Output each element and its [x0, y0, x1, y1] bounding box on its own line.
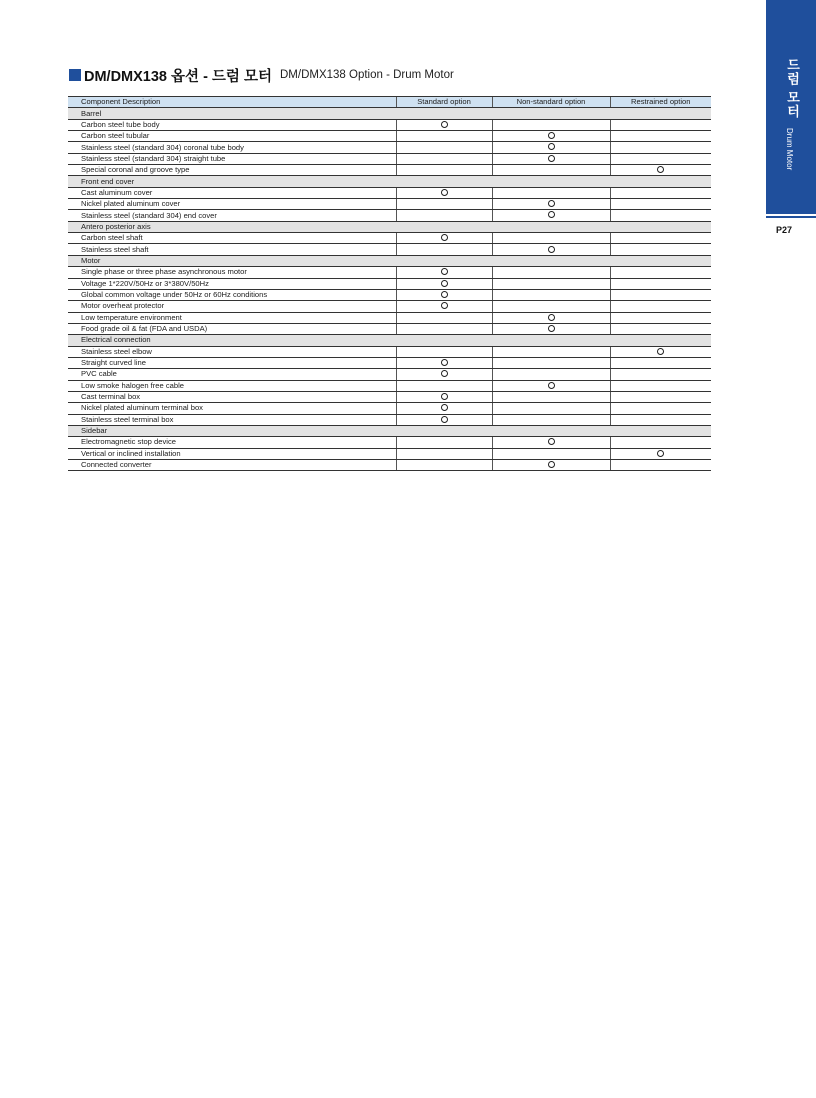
table-row	[68, 153, 711, 164]
option-circle-icon	[548, 246, 555, 253]
option-cell	[396, 210, 492, 221]
option-cell	[492, 414, 610, 425]
option-circle-icon	[548, 132, 555, 139]
column-header: Standard option	[396, 97, 492, 108]
option-cell	[610, 199, 711, 210]
component-description: Carbon steel shaft	[68, 233, 396, 244]
option-cell	[492, 289, 610, 300]
option-cell	[610, 391, 711, 402]
option-circle-icon	[548, 211, 555, 218]
group-row	[68, 425, 711, 436]
option-cell	[396, 448, 492, 459]
table-row	[68, 403, 711, 414]
option-cell	[396, 391, 492, 402]
option-cell	[396, 131, 492, 142]
component-description: Food grade oil & fat (FDA and USDA)	[68, 323, 396, 334]
option-cell	[610, 267, 711, 278]
component-description: Global common voltage under 50Hz or 60Hz conditions	[68, 289, 396, 300]
group-row	[68, 221, 711, 232]
option-cell	[610, 312, 711, 323]
option-circle-icon	[657, 348, 664, 355]
table-row	[68, 142, 711, 153]
option-cell	[396, 369, 492, 380]
column-header: Non-standard option	[492, 97, 610, 108]
table-row	[68, 357, 711, 368]
table-row	[68, 119, 711, 130]
option-circle-icon	[548, 200, 555, 207]
table-row	[68, 312, 711, 323]
table-row	[68, 323, 711, 334]
option-cell	[492, 369, 610, 380]
option-cell	[396, 460, 492, 471]
table-row	[68, 289, 711, 300]
option-circle-icon	[548, 382, 555, 389]
option-circle-icon	[441, 291, 448, 298]
option-cell	[610, 357, 711, 368]
option-circle-icon	[548, 143, 555, 150]
option-cell	[396, 437, 492, 448]
table-row	[68, 267, 711, 278]
table-row	[68, 369, 711, 380]
component-description: Stainless steel terminal box	[68, 414, 396, 425]
option-cell	[492, 323, 610, 334]
option-cell	[492, 346, 610, 357]
option-cell	[492, 267, 610, 278]
option-cell	[492, 210, 610, 221]
component-description: Straight curved line	[68, 357, 396, 368]
table-row	[68, 391, 711, 402]
option-cell	[492, 357, 610, 368]
option-cell	[492, 312, 610, 323]
option-cell	[396, 312, 492, 323]
component-description: Stainless steel elbow	[68, 346, 396, 357]
component-description: Low smoke halogen free cable	[68, 380, 396, 391]
side-tab-english-label: Drum Motor	[785, 128, 794, 171]
option-circle-icon	[548, 438, 555, 445]
component-description: Cast terminal box	[68, 391, 396, 402]
group-label: Front end cover	[68, 176, 711, 187]
component-description: Low temperature environment	[68, 312, 396, 323]
component-description: Carbon steel tube body	[68, 119, 396, 130]
option-cell	[610, 142, 711, 153]
option-cell	[610, 460, 711, 471]
option-cell	[396, 323, 492, 334]
option-cell	[396, 289, 492, 300]
option-circle-icon	[441, 370, 448, 377]
option-cell	[492, 437, 610, 448]
table-row	[68, 301, 711, 312]
group-row	[68, 108, 711, 119]
component-description: Connected converter	[68, 460, 396, 471]
option-cell	[610, 233, 711, 244]
option-cell	[492, 301, 610, 312]
option-cell	[610, 119, 711, 130]
option-cell	[492, 153, 610, 164]
option-cell	[396, 278, 492, 289]
component-description: Special coronal and groove type	[68, 165, 396, 176]
component-description: Voltage 1*220V/50Hz or 3*380V/50Hz	[68, 278, 396, 289]
group-row	[68, 176, 711, 187]
option-cell	[492, 165, 610, 176]
option-cell	[610, 414, 711, 425]
option-cell	[610, 380, 711, 391]
group-label: Electrical connection	[68, 335, 711, 346]
option-cell	[492, 187, 610, 198]
option-cell	[492, 131, 610, 142]
side-tab	[766, 0, 816, 214]
component-description: Cast aluminum cover	[68, 187, 396, 198]
heading-title-korean: DM/DMX138 옵션 - 드럼 모터	[84, 68, 272, 85]
option-cell	[610, 244, 711, 255]
option-cell	[610, 323, 711, 334]
side-tab-korean-label: 드럼 모터	[785, 58, 800, 119]
table-row	[68, 210, 711, 221]
option-cell	[396, 414, 492, 425]
table-row	[68, 380, 711, 391]
option-cell	[396, 301, 492, 312]
heading-square-icon	[69, 69, 81, 81]
table-row	[68, 460, 711, 471]
option-cell	[396, 199, 492, 210]
option-cell	[492, 391, 610, 402]
option-circle-icon	[657, 450, 664, 457]
component-description: Vertical or inclined installation	[68, 448, 396, 459]
option-cell	[610, 437, 711, 448]
option-circle-icon	[441, 404, 448, 411]
page-number: P27	[776, 225, 793, 235]
option-cell	[396, 244, 492, 255]
option-cell	[610, 165, 711, 176]
component-description: Nickel plated aluminum cover	[68, 199, 396, 210]
option-cell	[610, 346, 711, 357]
column-header: Restrained option	[610, 97, 711, 108]
option-circle-icon	[441, 234, 448, 241]
option-cell	[492, 233, 610, 244]
option-cell	[492, 460, 610, 471]
option-circle-icon	[548, 325, 555, 332]
component-description: Nickel plated aluminum terminal box	[68, 403, 396, 414]
table-row	[68, 165, 711, 176]
table-row	[68, 199, 711, 210]
table-body	[68, 108, 711, 471]
options-table	[68, 96, 711, 471]
section-heading	[69, 65, 454, 85]
option-cell	[396, 187, 492, 198]
option-circle-icon	[548, 314, 555, 321]
option-cell	[396, 267, 492, 278]
option-circle-icon	[441, 121, 448, 128]
component-description: Single phase or three phase asynchronous motor	[68, 267, 396, 278]
option-cell	[396, 233, 492, 244]
table-row	[68, 414, 711, 425]
option-cell	[396, 357, 492, 368]
option-circle-icon	[441, 416, 448, 423]
option-circle-icon	[548, 155, 555, 162]
option-circle-icon	[441, 393, 448, 400]
option-cell	[610, 289, 711, 300]
group-label: Motor	[68, 255, 711, 266]
option-cell	[492, 119, 610, 130]
option-cell	[492, 199, 610, 210]
option-circle-icon	[441, 359, 448, 366]
option-cell	[396, 119, 492, 130]
option-cell	[396, 403, 492, 414]
option-cell	[492, 380, 610, 391]
option-circle-icon	[548, 461, 555, 468]
option-cell	[396, 165, 492, 176]
component-description: Carbon steel tubular	[68, 131, 396, 142]
option-cell	[492, 278, 610, 289]
option-cell	[492, 142, 610, 153]
option-circle-icon	[441, 268, 448, 275]
table-header-row	[68, 97, 711, 108]
table-row	[68, 437, 711, 448]
option-cell	[610, 278, 711, 289]
component-description: Stainless steel (standard 304) straight tube	[68, 153, 396, 164]
table-row	[68, 448, 711, 459]
table-row	[68, 346, 711, 357]
group-row	[68, 335, 711, 346]
table-row	[68, 244, 711, 255]
component-description: Electromagnetic stop device	[68, 437, 396, 448]
option-cell	[492, 403, 610, 414]
option-circle-icon	[441, 280, 448, 287]
option-cell	[396, 380, 492, 391]
heading-title-english: DM/DMX138 Option - Drum Motor	[279, 69, 454, 81]
option-cell	[610, 403, 711, 414]
option-cell	[610, 369, 711, 380]
option-cell	[610, 131, 711, 142]
side-divider	[766, 216, 816, 218]
option-circle-icon	[441, 302, 448, 309]
table-row	[68, 131, 711, 142]
option-cell	[492, 448, 610, 459]
group-label: Sidebar	[68, 425, 711, 436]
option-cell	[610, 187, 711, 198]
table-row	[68, 278, 711, 289]
option-circle-icon	[657, 166, 664, 173]
column-header: Component Description	[68, 97, 396, 108]
component-description: Stainless steel (standard 304) end cover	[68, 210, 396, 221]
group-row	[68, 255, 711, 266]
option-circle-icon	[441, 189, 448, 196]
component-description: PVC cable	[68, 369, 396, 380]
option-cell	[610, 210, 711, 221]
table-row	[68, 187, 711, 198]
component-description: Motor overheat protector	[68, 301, 396, 312]
group-label: Barrel	[68, 108, 711, 119]
option-cell	[610, 153, 711, 164]
option-cell	[610, 448, 711, 459]
option-cell	[396, 346, 492, 357]
option-cell	[396, 153, 492, 164]
group-label: Antero posterior axis	[68, 221, 711, 232]
component-description: Stainless steel (standard 304) coronal tube body	[68, 142, 396, 153]
option-cell	[396, 142, 492, 153]
table-row	[68, 233, 711, 244]
option-cell	[492, 244, 610, 255]
component-description: Stainless steel shaft	[68, 244, 396, 255]
option-cell	[610, 301, 711, 312]
